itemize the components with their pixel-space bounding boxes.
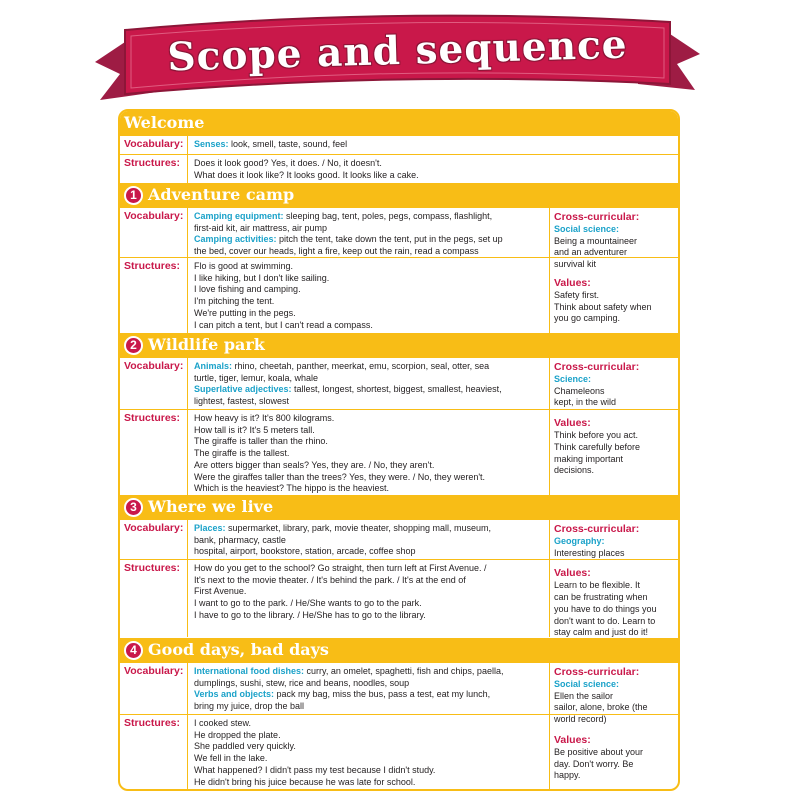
unit-number-badge: 3 [124, 498, 143, 517]
vocab-text: hospital, airport, bookstore, station, arcade, coffee shop [194, 546, 416, 557]
structure-line: I cooked stew. [194, 718, 252, 728]
vocab-text: dumplings, sushi, stew, rice and beans, noodles, soup [194, 677, 410, 688]
values-line: Think carefully before [554, 441, 641, 452]
structures-label: Structures: [124, 260, 181, 272]
structure-line: What does it look like? It looks good. It looks like a cake. [194, 169, 419, 180]
unit-title: Good days, bad days [148, 640, 329, 659]
cc-line: sailor, alone, broke (the [554, 702, 648, 713]
structure-line: I love fishing and camping. [194, 284, 301, 295]
values-label: Values: [554, 276, 591, 289]
values-line: Think about safety when [554, 301, 652, 312]
vocab-text: bring my juice, drop the ball [194, 701, 305, 712]
vocab-text: turtle, tiger, lemur, koala, whale [194, 372, 319, 383]
structure-line: I have to go to the library. / He/She has to go to the library. [194, 609, 426, 620]
cc-subject: Science: [554, 374, 592, 384]
unit-4-structures [194, 718, 548, 788]
vocab-text: rhino, cheetah, panther, meerkat, emu, scorpion, seal, otter, sea [232, 361, 490, 371]
vocabulary-label: Vocabulary: [124, 665, 184, 677]
unit-2-header [120, 333, 678, 357]
values-label: Values: [554, 417, 591, 430]
vocabulary-label: Vocabulary: [124, 138, 184, 150]
unit-1-cross-curricular [549, 207, 678, 333]
structure-line: How heavy is it? It's 800 kilograms. [194, 413, 335, 423]
column-divider [187, 135, 188, 183]
cc-subject: Social science: [554, 679, 620, 689]
unit-3-structures [194, 563, 548, 622]
structure-line: How do you get to the school? Go straight, then turn left at First Avenue. / [194, 563, 487, 573]
vocab-text: supermarket, library, park, movie theater, shopping mall, museum, [225, 523, 491, 533]
structure-line: What happened? I didn't pass my test because I didn't study. [194, 764, 436, 775]
vocab-text: curry, an omelet, spaghetti, fish and chips, paella, [304, 666, 504, 676]
structure-line: I can pitch a tent, but I can't read a compass. [194, 319, 373, 330]
vocab-text: look, smell, taste, sound, feel [228, 139, 348, 149]
unit-number-badge: 4 [124, 641, 143, 660]
structure-line: I like hiking, but I don't like sailing. [194, 272, 330, 283]
welcome-header [120, 111, 678, 135]
structure-line: He dropped the plate. [194, 729, 281, 740]
vocab-category: Camping activities: [194, 234, 277, 245]
vocab-text: tallest, longest, shortest, biggest, smallest, heaviest, [291, 384, 502, 395]
vocab-category: Camping equipment: [194, 211, 284, 221]
values-line: happy. [554, 770, 581, 781]
unit-4-header [120, 638, 678, 662]
structures-label: Structures: [124, 717, 181, 729]
values-line: Think before you act. [554, 430, 639, 441]
structure-line: The giraffe is taller than the rhino. [194, 436, 328, 447]
cross-curricular-label: Cross-curricular: [554, 523, 640, 535]
structure-line: I'm pitching the tent. [194, 296, 275, 307]
structures-label: Structures: [124, 412, 181, 424]
unit-4-cross-curricular [549, 662, 678, 791]
vocab-category: Animals: [194, 361, 233, 371]
vocabulary-label: Vocabulary: [124, 522, 184, 534]
cc-subject: Social science: [554, 224, 620, 234]
cc-line: kept, in the wild [554, 397, 617, 408]
structure-line: First Avenue. [194, 586, 247, 597]
welcome-vocabulary [194, 139, 674, 151]
unit-1-vocabulary [194, 211, 548, 258]
vocabulary-label: Vocabulary: [124, 360, 184, 372]
unit-3-cross-curricular [549, 519, 678, 637]
vocab-category: Superlative adjectives: [194, 384, 292, 395]
unit-3-header [120, 495, 678, 519]
welcome-vocabulary-row [120, 135, 678, 154]
unit-1-structures [194, 261, 548, 331]
structure-line: I want to go to the park. / He/She wants to go to the park. [194, 598, 422, 609]
cc-line: survival kit [554, 259, 597, 270]
vocab-category: Places: [194, 523, 226, 533]
unit-4-vocabulary [194, 666, 548, 713]
unit-title: Adventure camp [148, 185, 295, 204]
unit-number-badge: 2 [124, 336, 143, 355]
cc-line: and an adventurer [554, 247, 628, 258]
structure-line: Were the giraffes taller than the trees? Yes, they were. / No, they weren't. [194, 471, 486, 482]
column-divider [187, 662, 188, 791]
structures-label: Structures: [124, 157, 181, 169]
vocab-text: the bed, cover our heads, light a fire, keep out the rain, read a compass [194, 246, 479, 257]
values-line: you go camping. [554, 313, 621, 324]
cc-line: Ellen the sailor [554, 690, 614, 701]
values-line: Be positive about your [554, 746, 644, 757]
column-divider [187, 357, 188, 495]
unit-1-header [120, 183, 678, 207]
structure-line: We're putting in the pegs. [194, 307, 296, 318]
unit-title: Wildlife park [148, 335, 265, 354]
vocab-category: Verbs and objects: [194, 689, 275, 700]
cc-line: world record) [554, 714, 607, 725]
title-banner [95, 12, 700, 110]
values-line: day. Don't worry. Be [554, 758, 634, 769]
page-title: Scope and sequence [166, 21, 629, 81]
structure-line: The giraffe is the tallest. [194, 448, 290, 459]
vocab-text: sleeping bag, tent, poles, pegs, compass, flashlight, [283, 211, 493, 221]
structure-line: How tall is it? It's 5 meters tall. [194, 424, 315, 435]
vocab-category: Senses: [194, 139, 229, 149]
values-line: decisions. [554, 465, 595, 476]
structure-line: We fell in the lake. [194, 753, 268, 764]
unit-2-cross-curricular [549, 357, 678, 495]
cross-curricular-label: Cross-curricular: [554, 211, 640, 223]
values-line: making important [554, 453, 624, 464]
unit-title: Where we live [148, 497, 274, 516]
welcome-title: Welcome [124, 113, 205, 132]
vocab-text: pitch the tent, take down the tent, put in the pegs, set up [276, 234, 503, 245]
cross-curricular-label: Cross-curricular: [554, 666, 640, 678]
unit-number-badge: 1 [124, 186, 143, 205]
values-line: don't want to do. Learn to [554, 615, 656, 626]
structure-line: Are otters bigger than seals? Yes, they are. / No, they aren't. [194, 459, 435, 470]
values-line: you have to do things you [554, 603, 657, 614]
structure-line: He didn't bring his juice because he was late for school. [194, 776, 416, 787]
column-divider [187, 207, 188, 333]
cc-subject: Geography: [554, 536, 605, 546]
scope-table [118, 109, 680, 791]
structure-line: It's next to the movie theater. / It's behind the park. / It's at the end of [194, 574, 466, 585]
column-divider [187, 519, 188, 637]
values-label: Values: [554, 733, 591, 746]
vocab-text: pack my bag, miss the bus, pass a test, eat my lunch, [274, 689, 491, 700]
cc-line: Being a mountaineer [554, 235, 638, 246]
structure-line: She paddled very quickly. [194, 741, 296, 752]
welcome-structures-row [120, 154, 678, 183]
vocabulary-label: Vocabulary: [124, 210, 184, 222]
unit-2-vocabulary [194, 361, 548, 408]
unit-2-structures [194, 413, 548, 495]
structure-line: Does it look good? Yes, it does. / No, it doesn't. [194, 158, 382, 168]
structure-line: Flo is good at swimming. [194, 261, 294, 271]
values-line: Learn to be flexible. It [554, 580, 641, 591]
values-label: Values: [554, 567, 591, 580]
vocab-category: International food dishes: [194, 666, 305, 676]
values-line: stay calm and just do it! [554, 627, 649, 638]
structure-line: Which is the heaviest? The hippo is the heaviest. [194, 483, 389, 494]
vocab-text: bank, pharmacy, castle [194, 534, 286, 545]
values-line: Safety first. [554, 289, 600, 300]
cc-line: Chameleons [554, 385, 605, 396]
vocab-text: lightest, fastest, slowest [194, 396, 290, 407]
values-line: can be frustrating when [554, 592, 648, 603]
cc-line: Interesting places [554, 547, 625, 558]
cross-curricular-label: Cross-curricular: [554, 361, 640, 373]
vocab-text: first-aid kit, air mattress, air pump [194, 222, 328, 233]
unit-3-vocabulary [194, 523, 548, 558]
structures-label: Structures: [124, 562, 181, 574]
welcome-structures [194, 158, 674, 181]
